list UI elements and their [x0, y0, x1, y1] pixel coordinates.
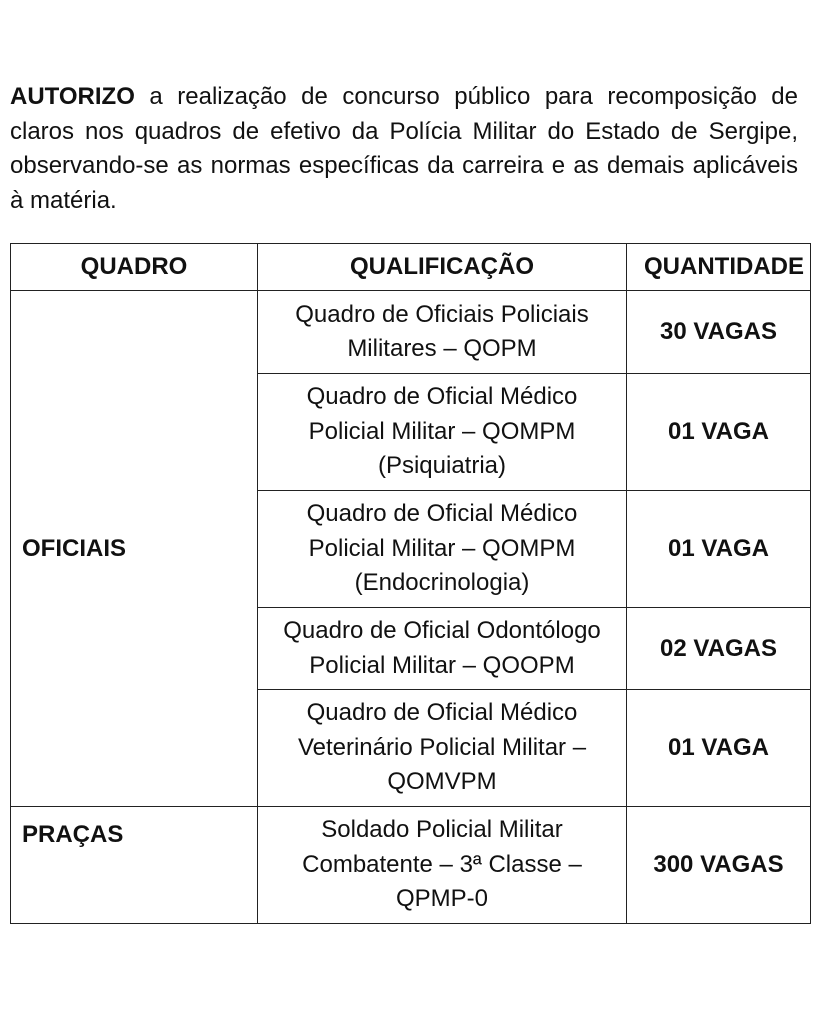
qualificacao-line: Policial Militar – QOMPM	[308, 417, 576, 445]
qualificacao-line: Quadro de Oficial Médico	[306, 500, 578, 528]
qualificacao-line: (Psiquiatria)	[377, 452, 507, 480]
quantidade-cell: 02 VAGAS	[627, 608, 811, 690]
group-oficiais: OFICIAIS	[11, 291, 258, 807]
quantidade-cell: 30 VAGAS	[627, 291, 811, 374]
qualificacao-cell	[258, 807, 627, 924]
qualificacao-line: Militares – QOPM	[347, 335, 537, 362]
vacancies-table-wrapper	[10, 243, 819, 924]
qualificacao-line: Veterinário Policial Militar –	[297, 733, 587, 761]
qualificacao-line: Combatente – 3ª Classe –	[302, 850, 582, 878]
authorization-paragraph	[10, 80, 798, 218]
quantidade-cell: 01 VAGA	[627, 374, 811, 491]
quantidade-cell: 01 VAGA	[627, 491, 811, 608]
qualificacao-line: QOMVPM	[387, 768, 497, 796]
authorization-text: a realização de concurso público para recomposição de claros nos quadros de efetivo da Polícia Militar do Estado de Sergipe, observando-se as normas específicas da carreira e as demais aplicáveis à matéria.	[10, 83, 798, 214]
table-header-row	[11, 244, 811, 291]
vacancies-table	[10, 243, 811, 924]
header-quadro: QUADRO	[11, 244, 258, 291]
qualificacao-line: Quadro de Oficial Médico	[306, 383, 578, 411]
quantidade-cell: 300 VAGAS	[627, 807, 811, 924]
qualificacao-cell	[258, 491, 627, 608]
qualificacao-cell	[258, 608, 627, 690]
qualificacao-line: Quadro de Oficial Médico	[306, 699, 578, 727]
table-row	[11, 291, 811, 374]
authorization-lead: AUTORIZO	[10, 83, 135, 110]
group-pracas: PRAÇAS	[11, 807, 258, 924]
qualificacao-line: Quadro de Oficiais Policiais	[295, 300, 589, 328]
qualificacao-line: Soldado Policial Militar	[321, 816, 563, 844]
qualificacao-line: (Endocrinologia)	[354, 569, 530, 597]
quantidade-cell: 01 VAGA	[627, 690, 811, 807]
qualificacao-line: Policial Militar – QOOPM	[309, 651, 575, 679]
qualificacao-line: QPMP-0	[395, 885, 488, 913]
header-qualificacao: QUALIFICAÇÃO	[258, 244, 627, 291]
table-row	[11, 807, 811, 924]
qualificacao-line: Policial Militar – QOMPM	[308, 534, 576, 562]
qualificacao-cell	[258, 690, 627, 807]
qualificacao-cell	[258, 374, 627, 491]
header-quantidade: QUANTIDADE	[627, 244, 811, 291]
qualificacao-cell	[258, 291, 627, 374]
qualificacao-line: Quadro de Oficial Odontólogo	[283, 617, 601, 644]
